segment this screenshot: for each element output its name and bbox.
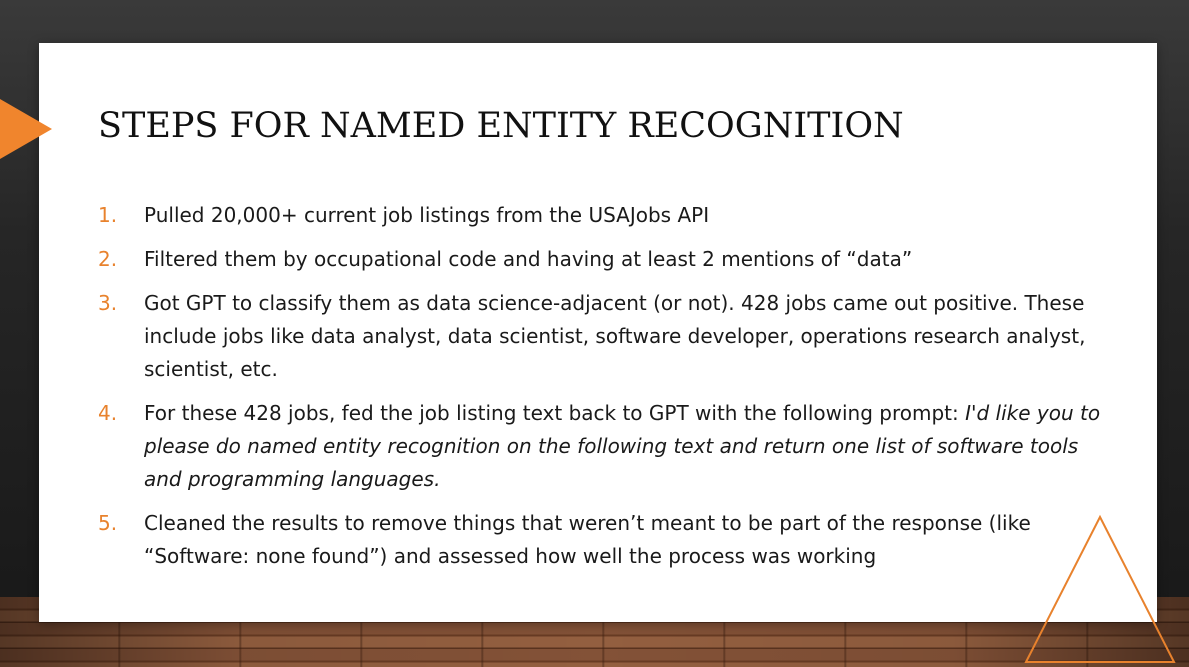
step-number: 2. [98, 247, 118, 271]
step-number: 3. [98, 291, 118, 315]
gpt-prompt-text: I'd like you to please do named entity recognition on the following text and return one list of software tools and programming languages. [144, 401, 1101, 491]
step-number: 1. [98, 203, 118, 227]
step-number: 5. [98, 511, 118, 535]
step-text-lead: For these 428 jobs, fed the job listing text back to GPT with the following prompt: [144, 401, 966, 425]
list-item [98, 507, 1108, 573]
step-text: Pulled 20,000+ current job listings from the USAJobs API [144, 203, 710, 227]
step-text: Got GPT to classify them as data science-adjacent (or not). 428 jobs came out positive. These include jobs like data analyst, data scientist, software developer, operations research analyst, scientist, etc. [144, 291, 1086, 381]
list-item [98, 243, 1108, 276]
list-item [98, 287, 1108, 386]
list-item [98, 397, 1108, 496]
steps-list [98, 199, 1108, 584]
step-text: Filtered them by occupational code and having at least 2 mentions of “data” [144, 247, 913, 271]
step-number: 4. [98, 401, 118, 425]
step-text: Cleaned the results to remove things that weren’t meant to be part of the response (like “Software: none found”) and assessed how well the process was working [144, 511, 1031, 568]
orange-arrow-icon [0, 99, 52, 159]
list-item [98, 199, 1108, 232]
step-text [144, 401, 1100, 491]
slide-title: STEPS FOR NAMED ENTITY RECOGNITION [98, 106, 904, 146]
orange-outline-triangle-icon [1022, 514, 1178, 666]
